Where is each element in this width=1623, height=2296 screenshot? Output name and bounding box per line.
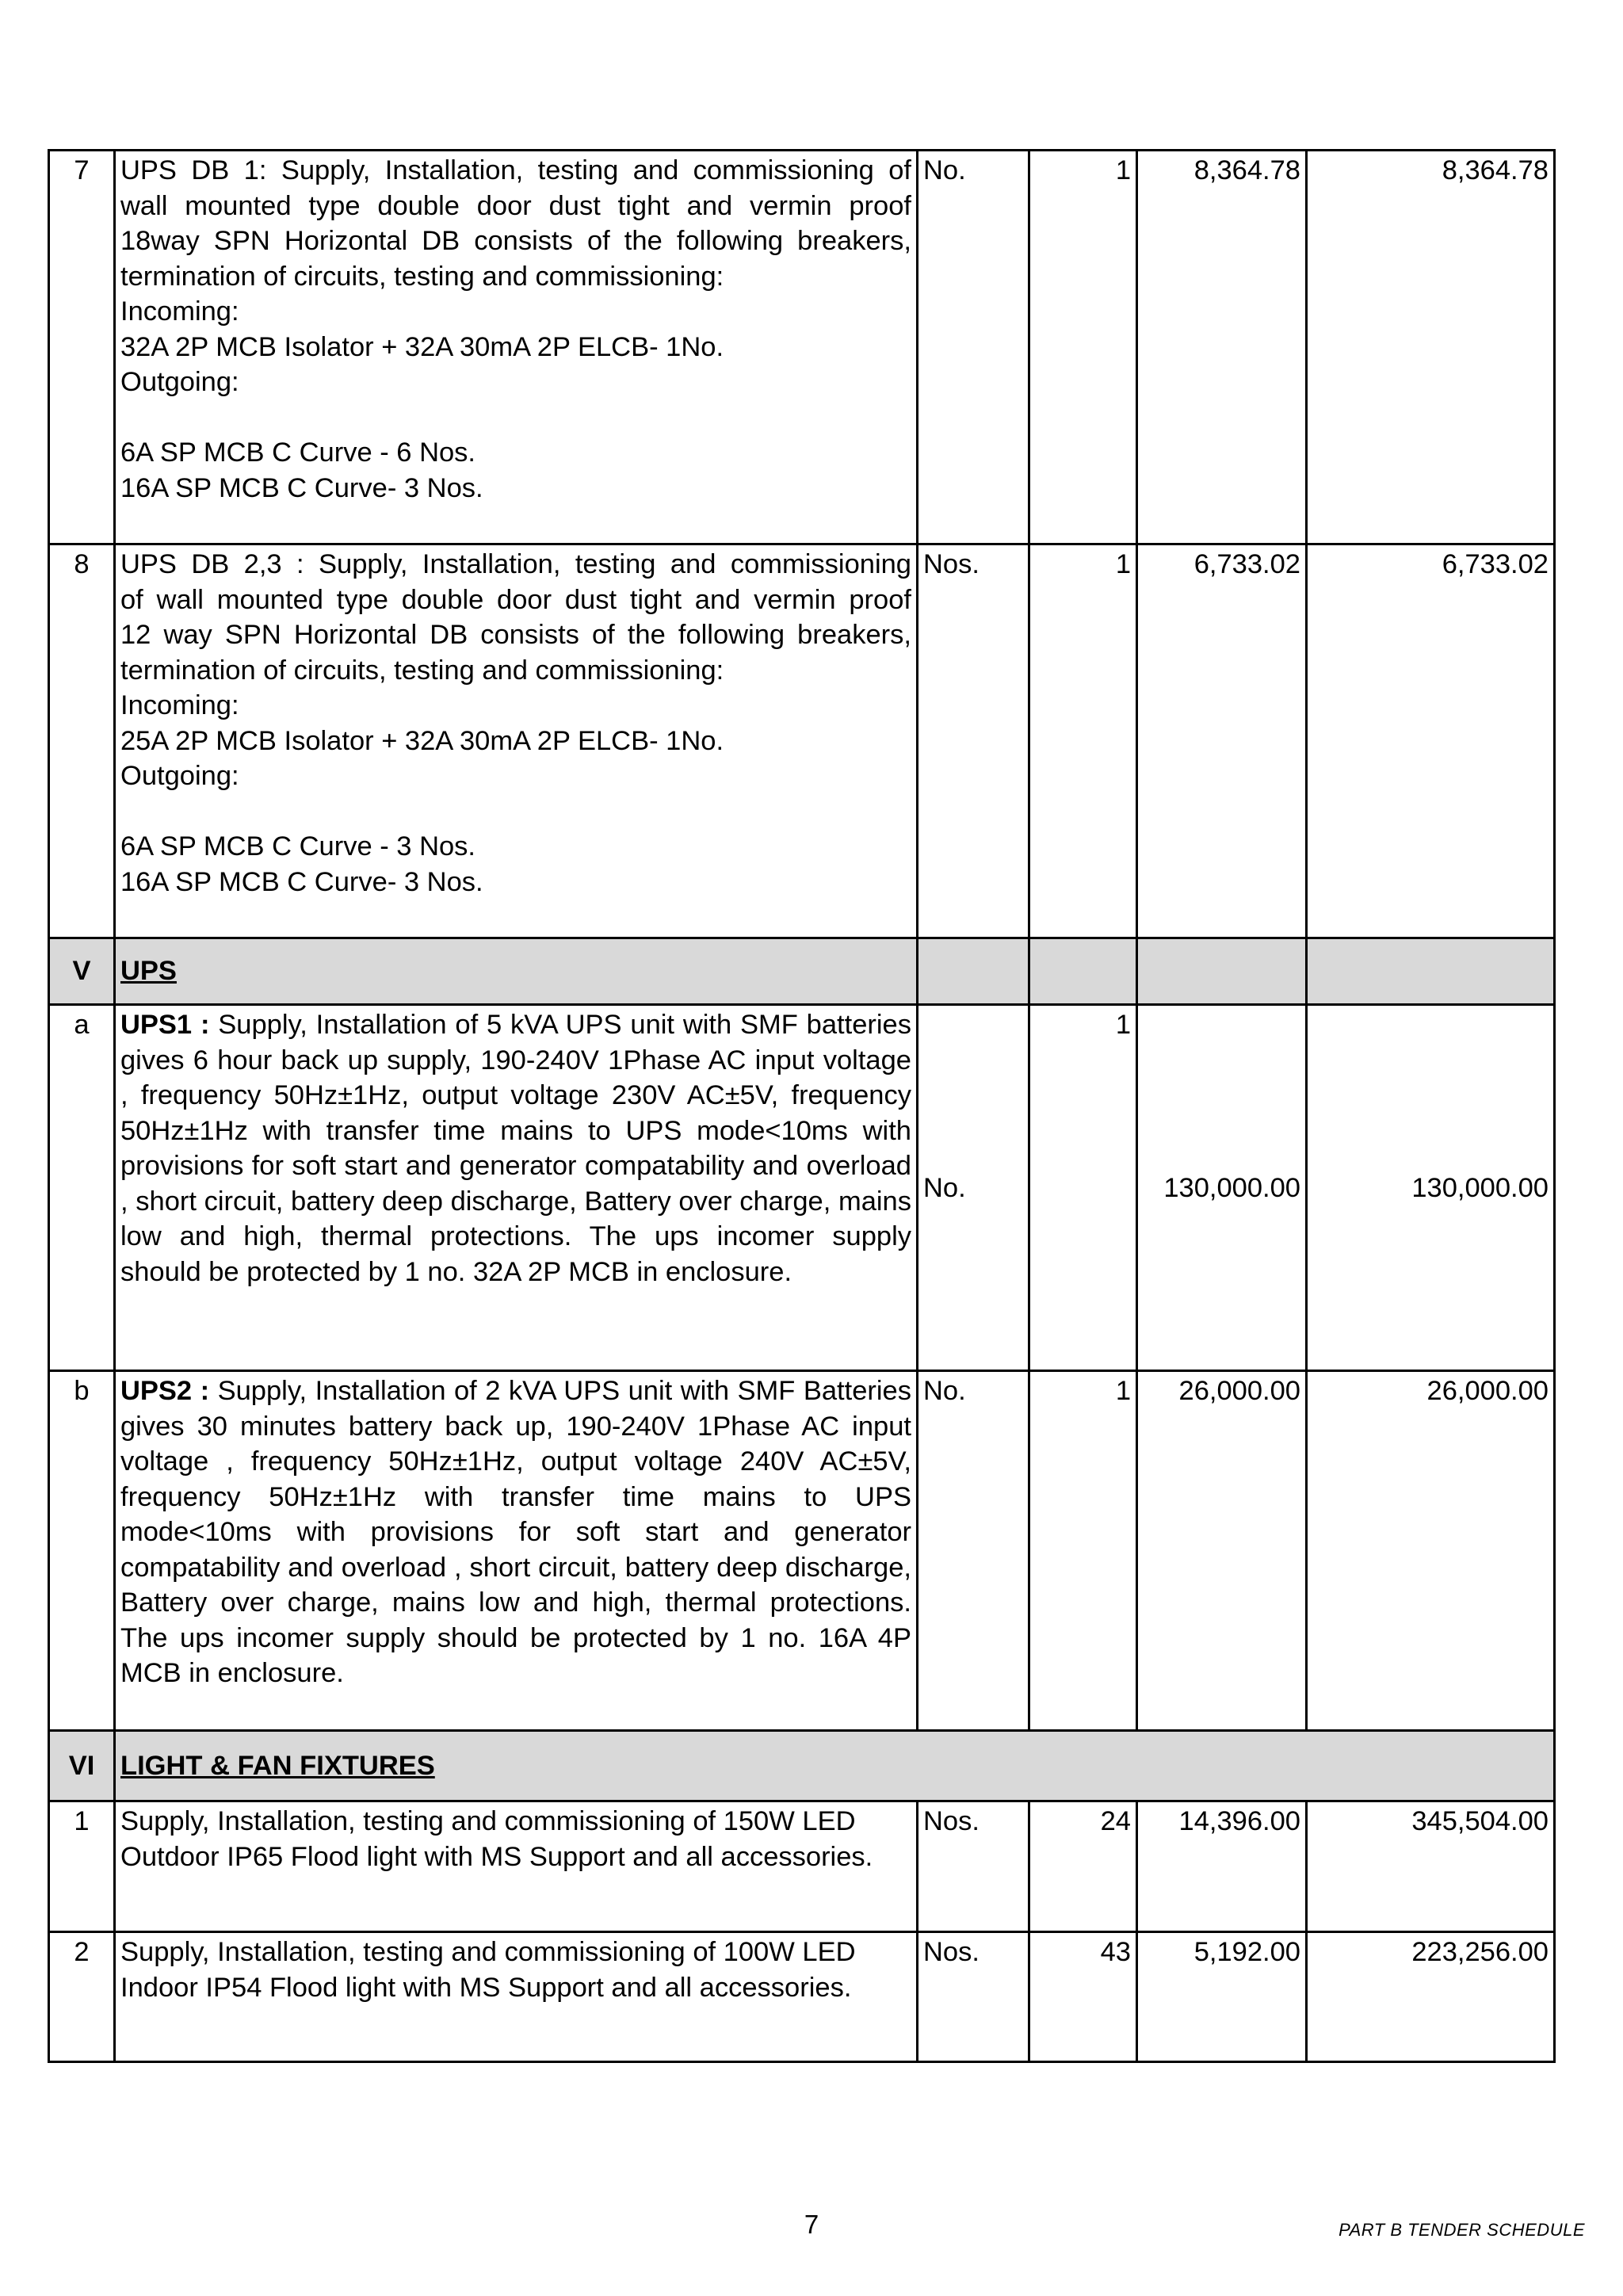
item-number: 2	[49, 1932, 115, 2062]
description-line: Incoming:	[120, 296, 239, 327]
description-line: wall mounted type double door dust tight and vermin proof	[120, 190, 911, 221]
description-line: Incoming:	[120, 690, 239, 720]
table-row-item-8	[49, 544, 1555, 938]
item-description-text: Supply, Installation of 2 kVA UPS unit with SMF Batteries gives 30 minutes battery back up, 190-240V 1Phase AC input voltage , frequency 50Hz±1Hz, output voltage 240V AC±5V, frequency 50Hz±1Hz with transfer time mains to UPS mode<10ms with provisions for soft start and generator compatability and overload , short circuit, battery deep discharge, Battery over charge, mains low and high, thermal protections. The ups incomer supply should be protected by 1 no. 16A 4P MCB in enclosure.	[120, 1376, 911, 1688]
description-line: termination of circuits, testing and commissioning:	[120, 261, 724, 292]
item-amount: 345,504.00	[1307, 1801, 1555, 1932]
item-unit: No.	[918, 1371, 1029, 1731]
section-title: UPS	[115, 938, 918, 1005]
description-line: 16A SP MCB C Curve- 3 Nos.	[120, 866, 483, 897]
description-line: Supply, Installation, testing and commissioning of 150W LED	[120, 1806, 856, 1836]
item-quantity: 43	[1029, 1932, 1137, 2062]
item-amount: 26,000.00	[1307, 1371, 1555, 1731]
table-row-light-1	[49, 1801, 1555, 1932]
item-description	[115, 1371, 918, 1731]
description-line: Outgoing:	[120, 367, 239, 397]
item-unit: Nos.	[918, 1801, 1029, 1932]
description-line: UPS DB 2,3 : Supply, Installation, testing and commissioning	[120, 549, 911, 579]
item-rate: 8,364.78	[1137, 151, 1307, 544]
item-rate: 14,396.00	[1137, 1801, 1307, 1932]
item-rate: 130,000.00	[1137, 1005, 1307, 1371]
description-line	[120, 794, 911, 830]
item-quantity: 1	[1029, 544, 1137, 938]
item-description	[115, 1005, 918, 1371]
empty-cell	[1137, 938, 1307, 1005]
table-row-ups-b	[49, 1371, 1555, 1731]
empty-cell	[1029, 938, 1137, 1005]
description-line: 18way SPN Horizontal DB consists of the following breakers,	[120, 226, 911, 256]
section-title: LIGHT & FAN FIXTURES	[115, 1731, 1555, 1801]
item-quantity: 24	[1029, 1801, 1137, 1932]
item-amount: 223,256.00	[1307, 1932, 1555, 2062]
item-description	[115, 1801, 918, 1932]
item-lead-label: UPS2 :	[120, 1376, 210, 1406]
description-line: UPS DB 1: Supply, Installation, testing and commissioning of	[120, 155, 911, 185]
description-line: Indoor IP54 Flood light with MS Support and all accessories.	[120, 1972, 852, 2003]
description-line: Outgoing:	[120, 761, 239, 791]
section-heading-row-ups	[49, 938, 1555, 1005]
item-description	[115, 1932, 918, 2062]
item-number: a	[49, 1005, 115, 1371]
table-row-item-7	[49, 151, 1555, 544]
item-amount: 130,000.00	[1307, 1005, 1555, 1371]
table-row-ups-a	[49, 1005, 1555, 1371]
item-quantity: 1	[1029, 1371, 1137, 1731]
description-line	[120, 400, 911, 436]
item-rate: 26,000.00	[1137, 1371, 1307, 1731]
description-line: Outdoor IP65 Flood light with MS Support and all accessories.	[120, 1841, 873, 1872]
item-number: 8	[49, 544, 115, 938]
description-line: 12 way SPN Horizontal DB consists of the following breakers,	[120, 620, 911, 650]
section-number: V	[49, 938, 115, 1005]
item-description	[115, 544, 918, 938]
description-line: of wall mounted type double door dust tight and vermin proof	[120, 584, 911, 615]
item-number: b	[49, 1371, 115, 1731]
item-lead-label: UPS1 :	[120, 1010, 210, 1040]
item-quantity: 1	[1029, 151, 1137, 544]
item-quantity: 1	[1029, 1005, 1137, 1371]
item-unit: No.	[918, 1005, 1029, 1371]
description-line: 16A SP MCB C Curve- 3 Nos.	[120, 472, 483, 503]
item-rate: 6,733.02	[1137, 544, 1307, 938]
section-heading-row-light-fan	[49, 1731, 1555, 1801]
table-row-light-2	[49, 1932, 1555, 2062]
footer-label: PART B TENDER SCHEDULE	[1338, 2220, 1585, 2240]
section-number: VI	[49, 1731, 115, 1801]
item-description-text: Supply, Installation of 5 kVA UPS unit with SMF batteries gives 6 hour back up supply, 190-240V 1Phase AC input voltage , frequency 50Hz±1Hz, output voltage 230V AC±5V, frequency 50Hz±1Hz with transfer time mains to UPS mode<10ms with provisions for soft start and generator compatability and overload , short circuit, battery deep discharge, Battery over charge, mains low and high, thermal protections. The ups incomer supply should be protected by 1 no. 32A 2P MCB in enclosure.	[120, 1010, 911, 1287]
page-number: 7	[804, 2210, 819, 2239]
item-unit: No.	[918, 151, 1029, 544]
item-amount: 6,733.02	[1307, 544, 1555, 938]
boq-table	[48, 149, 1556, 2063]
description-line: termination of circuits, testing and commissioning:	[120, 655, 724, 686]
empty-cell	[918, 938, 1029, 1005]
item-number: 7	[49, 151, 115, 544]
description-line: 6A SP MCB C Curve - 3 Nos.	[120, 831, 476, 861]
item-amount: 8,364.78	[1307, 151, 1555, 544]
description-line: 25A 2P MCB Isolator + 32A 30mA 2P ELCB- 1No.	[120, 725, 724, 756]
item-rate: 5,192.00	[1137, 1932, 1307, 2062]
description-line: 32A 2P MCB Isolator + 32A 30mA 2P ELCB- 1No.	[120, 331, 724, 362]
description-line: 6A SP MCB C Curve - 6 Nos.	[120, 437, 476, 468]
item-unit: Nos.	[918, 1932, 1029, 2062]
item-description	[115, 151, 918, 544]
item-unit: Nos.	[918, 544, 1029, 938]
description-line: Supply, Installation, testing and commissioning of 100W LED	[120, 1937, 856, 1967]
item-number: 1	[49, 1801, 115, 1932]
empty-cell	[1307, 938, 1555, 1005]
